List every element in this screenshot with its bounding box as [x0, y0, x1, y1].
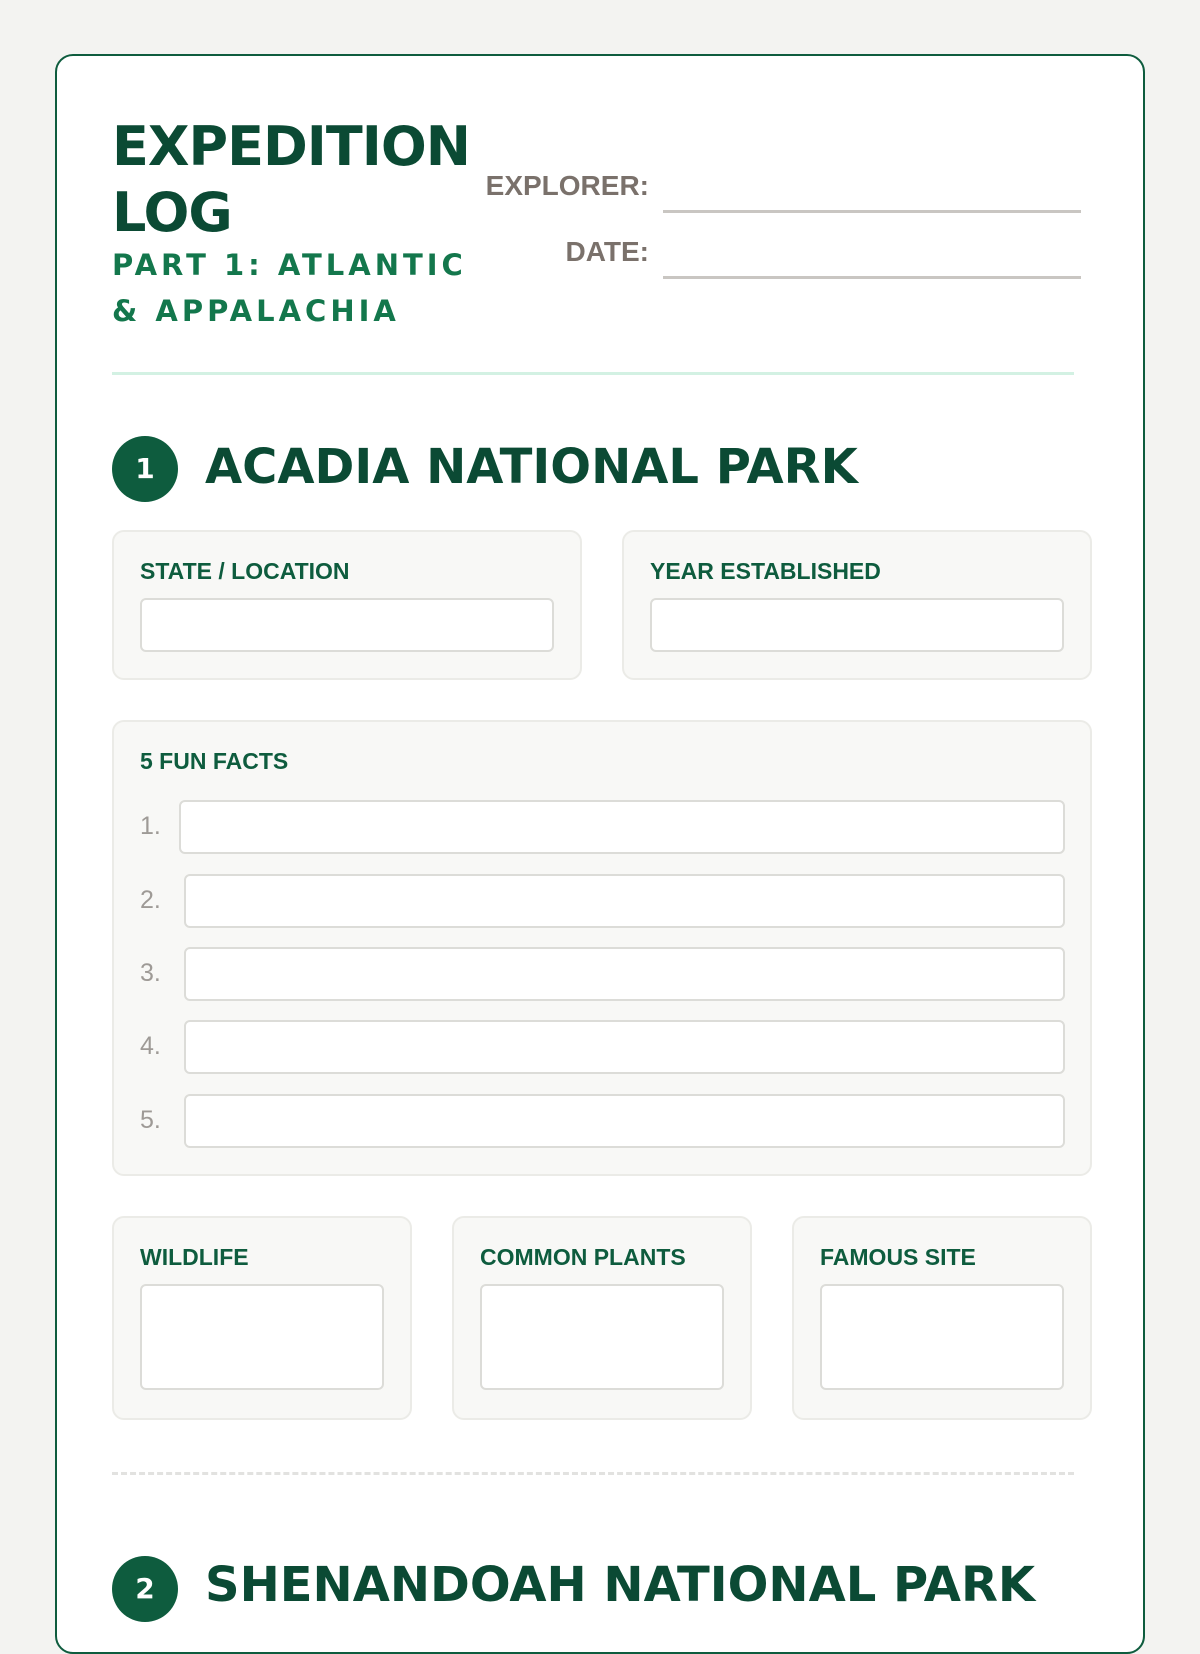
fun-fact-field-5[interactable]	[184, 1094, 1065, 1148]
year-established-label: YEAR ESTABLISHED	[650, 558, 881, 584]
year-established-card	[622, 530, 1092, 680]
header-divider	[112, 372, 1074, 375]
state-location-field[interactable]	[140, 598, 554, 652]
common-plants-label: COMMON PLANTS	[480, 1244, 686, 1270]
expedition-log-sheet	[55, 54, 1145, 1654]
famous-site-card	[792, 1216, 1092, 1420]
fun-fact-field-2[interactable]	[184, 874, 1065, 928]
fact-number: 4.	[140, 1032, 161, 1060]
state-location-label: STATE / LOCATION	[140, 558, 350, 584]
fact-number: 3.	[140, 959, 161, 987]
fun-facts-card	[112, 720, 1092, 1176]
date-label: DATE:	[565, 236, 649, 267]
wildlife-label: WILDLIFE	[140, 1244, 249, 1270]
park-number-badge: 1	[112, 436, 178, 502]
year-established-field[interactable]	[650, 598, 1064, 652]
wildlife-card	[112, 1216, 412, 1420]
fun-facts-label: 5 FUN FACTS	[140, 748, 289, 774]
famous-site-field[interactable]	[820, 1284, 1064, 1390]
page-subtitle: PART 1: ATLANTIC & APPALACHIA	[112, 248, 467, 328]
fun-fact-field-1[interactable]	[179, 800, 1065, 854]
section-separator	[112, 1472, 1074, 1475]
fun-fact-field-4[interactable]	[184, 1020, 1065, 1074]
wildlife-field[interactable]	[140, 1284, 384, 1390]
explorer-label: EXPLORER:	[485, 170, 649, 201]
fun-fact-field-3[interactable]	[184, 947, 1065, 1001]
explorer-field[interactable]	[663, 210, 1081, 213]
date-field[interactable]	[663, 276, 1081, 279]
fact-number: 1.	[140, 812, 161, 840]
page-title: EXPEDITION LOG	[112, 115, 470, 244]
famous-site-label: FAMOUS SITE	[820, 1244, 976, 1270]
park-name: SHENANDOAH NATIONAL PARK	[205, 1557, 1036, 1613]
common-plants-field[interactable]	[480, 1284, 724, 1390]
common-plants-card	[452, 1216, 752, 1420]
state-location-card	[112, 530, 582, 680]
park-number-badge: 2	[112, 1556, 178, 1622]
fact-number: 2.	[140, 886, 161, 914]
park-name: ACADIA NATIONAL PARK	[205, 439, 858, 495]
fact-number: 5.	[140, 1106, 161, 1134]
